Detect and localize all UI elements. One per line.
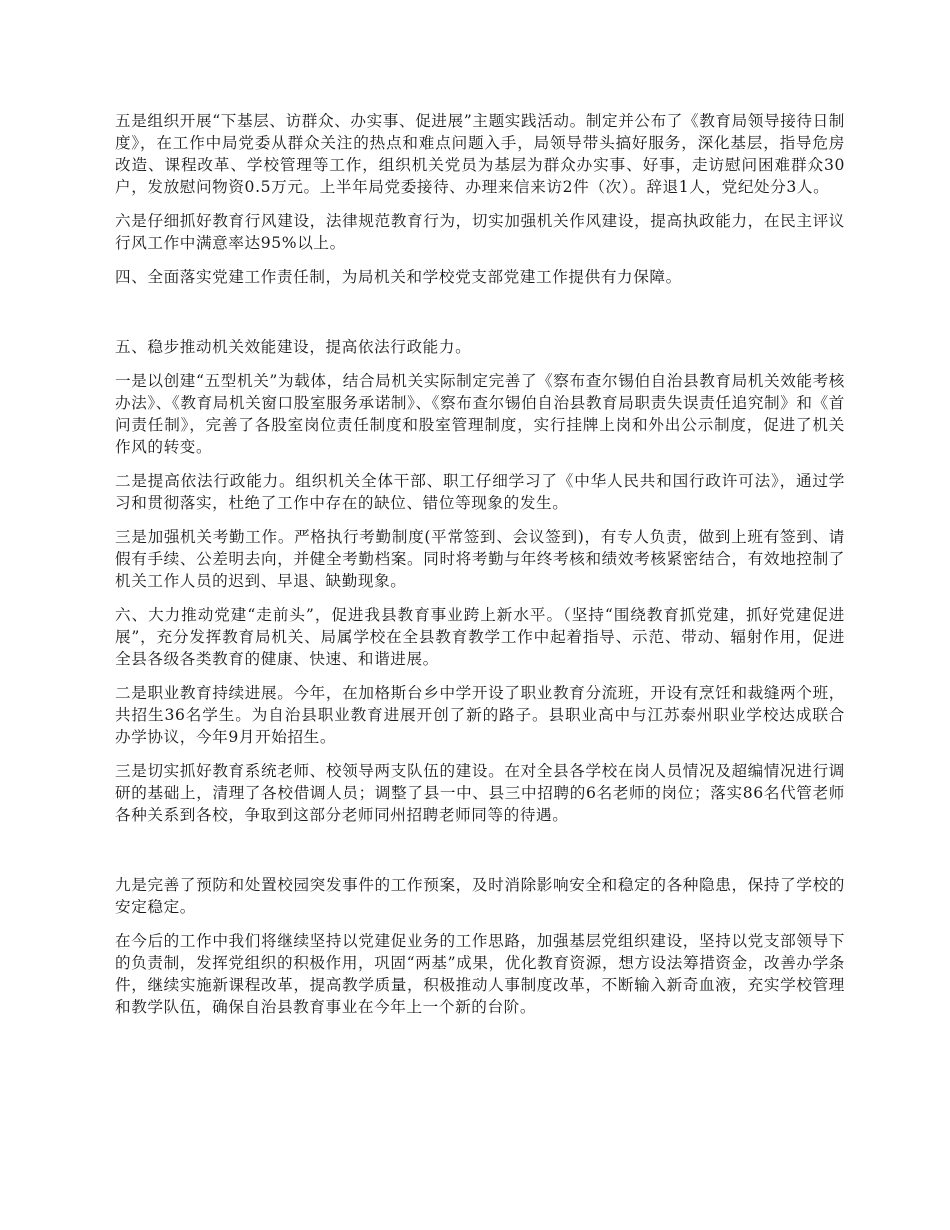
section-heading-party-leads: 六、大力推动党建“走前头”，促进我县教育事业跨上新水平。（坚持“围绕教育抓党建，抓好党建促进展”，充分发挥教育局机关、局属学校在全县教育教学工作中起着指导、示范、带动、辐射作用，促进全县各级各类教育的健康、快速、和谐进展。: [115, 606, 845, 668]
paragraph-five-type-organ: 一是以创建“五型机关”为载体，结合局机关实际制定完善了《察布查尔锡伯自治县教育局机关效能考核办法》、《教育局机关窗口股室服务承诺制》、《察布查尔锡伯自治县教育局职责失误责任追究制》和《首问责任制》，完善了各股室岗位责任制度和股室管理制度，实行挂牌上岗和外出公示制度，促进了机关作风的转变。: [115, 372, 845, 456]
paragraph-campus-safety: 九是完善了预防和处置校园突发事件的工作预案，及时消除影响安全和稳定的各种隐患，保持了学校的安定稳定。: [115, 876, 845, 916]
paragraph-future-work: 在今后的工作中我们将继续坚持以党建促业务的工作思路，加强基层党组织建设，坚持以党支部领导下的负责制，发挥党组织的积极作用，巩固“两基”成果，优化教育资源，想方设法筹措资金，改善办学条件，继续实施新课程改革，提高教学质量，积极推动人事制度改革，不断输入新奇血液，充实学校管理和教学队伍，确保自治县教育事业在今年上一个新的台阶。: [115, 932, 845, 1016]
section-heading-party-responsibility: 四、全面落实党建工作责任制，为局机关和学校党支部党建工作提供有力保障。: [115, 268, 682, 286]
paragraph-administration-by-law: 二是提高依法行政能力。组织机关全体干部、职工仔细学习了《中华人民共和国行政许可法》，通过学习和贯彻落实，杜绝了工作中存在的缺位、错位等现象的发生。: [115, 472, 845, 512]
spacer: [115, 300, 845, 336]
paragraph-teacher-teams: 三是切实抓好教育系统老师、校领导两支队伍的建设。在对全县各学校在岗人员情况及超编情况进行调研的基础上，清理了各校借调人员；调整了县一中、县三中招聘的6名老师的岗位；落实86名代管老师各种关系到各校，争取到这部分老师同州招聘老师同等的待遇。: [115, 762, 845, 824]
paragraph-attendance: 三是加强机关考勤工作。严格执行考勤制度(平常签到、会议签到)，有专人负责，做到上班有签到、请假有手续、公差明去向，并健全考勤档案。同时将考勤与年终考核和绩效考核紧密结合，有效地控制了机关工作人员的迟到、早退、缺勤现象。: [115, 528, 845, 590]
paragraph-practice-activities: 五是组织开展“下基层、访群众、办实事、促进展”主题实践活动。制定并公布了《教育局领导接待日制度》，在工作中局党委从群众关注的热点和难点问题入手，局领导带头搞好服务，深化基层，指导危房改造、课程改革、学校管理等工作，组织机关党员为基层为群众办实事、好事，走访慰问困难群众30户，发放慰问物资0.5万元。上半年局党委接待、办理来信来访2件（次）。辞退1人，党纪处分3人。: [115, 112, 845, 196]
document-body: [115, 110, 845, 1030]
paragraph-conduct-building: 六是仔细抓好教育行风建设，法律规范教育行为，切实加强机关作风建设，提高执政能力，在民主评议行风工作中满意率达95%以上。: [115, 212, 845, 252]
section-heading-efficiency: 五、稳步推动机关效能建设，提高依法行政能力。: [115, 338, 472, 356]
spacer: [115, 838, 845, 874]
paragraph-vocational-education: 二是职业教育持续进展。今年，在加格斯台乡中学开设了职业教育分流班，开设有烹饪和裁缝两个班，共招生36名学生。为自治县职业教育进展开创了新的路子。县职业高中与江苏泰州职业学校达成联合办学协议，今年9月开始招生。: [115, 684, 845, 746]
